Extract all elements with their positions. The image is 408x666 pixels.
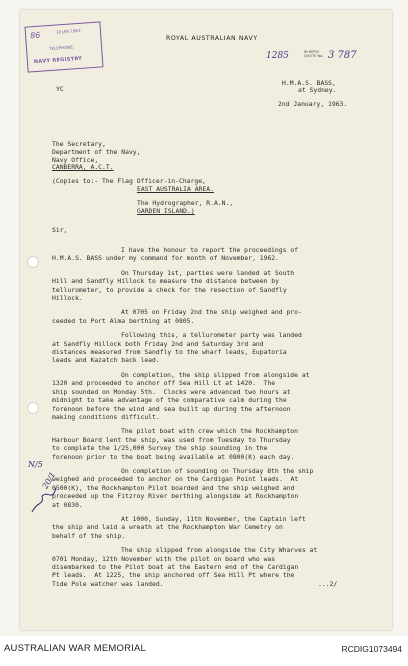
ship-name: H.M.A.S. BASS, bbox=[282, 79, 336, 87]
reference-box bbox=[266, 48, 378, 66]
margin-note-line: N/5 bbox=[28, 460, 43, 469]
body-line: to complete the 1/25,000 Survey the ship sounding in the bbox=[52, 444, 268, 453]
body-line: Pt leads. At 1225, the ship anchored off Sea Hill Pt where the bbox=[52, 571, 295, 580]
salutation: Sir, bbox=[52, 226, 68, 234]
archive-name: AUSTRALIAN WAR MEMORIAL bbox=[4, 643, 147, 654]
addressee-line: Department of the Navy, bbox=[52, 148, 141, 156]
body-line: proceeded up the Fitzroy River berthing alongside at Rockhampton bbox=[52, 492, 299, 501]
body-line: At 1000, Sunday, 11th November, the Captain left bbox=[121, 514, 306, 523]
margin-note-line: 20/1 bbox=[40, 470, 58, 491]
file-code: YC bbox=[56, 85, 64, 93]
body-line: The ship slipped from alongside the City Wharves at bbox=[121, 546, 318, 555]
letter-body bbox=[52, 246, 382, 588]
body-line: at Sandfly Hillock both Friday 2nd and Saturday 3rd and bbox=[52, 339, 264, 348]
body-line: At 0705 on Friday 2nd the ship weighed and pro- bbox=[121, 308, 302, 317]
body-line: leads and Kazatch back lead. bbox=[52, 356, 160, 365]
registry-stamp bbox=[24, 21, 103, 72]
body-line: forenoon prior to the boat being available at 0800(K) each day. bbox=[52, 452, 295, 461]
stamp-handwritten-number: 86 bbox=[29, 30, 41, 41]
letterhead: ROYAL AUSTRALIAN NAVY bbox=[166, 35, 258, 42]
body-line: midnight to take advantage of the comparative calm during the bbox=[52, 396, 287, 405]
body-line: On completion, the ship slipped from alongside at bbox=[121, 370, 310, 379]
body-line: weighed and proceeded to anchor on the Cardigan Point leads. At bbox=[52, 475, 299, 484]
body-line: distances measured from Sandfly to the wharf leads, Eupatoria bbox=[52, 348, 287, 357]
punch-hole bbox=[27, 256, 39, 268]
body-line: at 0830. bbox=[52, 500, 83, 509]
stamp-telephone: TELEPHONE: bbox=[48, 44, 75, 52]
body-line: On completion of sounding on Thursday 8th the ship bbox=[121, 466, 314, 475]
body-line: Harbour Board lent the ship, was used from Tuesday to Thursday bbox=[52, 435, 291, 444]
body-line: ceeded to Port Alma berthing at 0805. bbox=[52, 316, 195, 325]
body-line: ship sounded on Monday 5th. Clocks were advanced two hours at bbox=[52, 387, 291, 396]
body-line: Hill and Sandfly Hillock to measure the distance between by bbox=[52, 277, 280, 286]
letter-date: 2nd January, 1963. bbox=[278, 100, 348, 108]
addressee-line: The Secretary, bbox=[52, 140, 106, 148]
body-line: Hillock. bbox=[52, 294, 83, 303]
body-line: On Thursday 1st, parties were landed at South bbox=[121, 268, 295, 277]
reference-handwritten: 1285 bbox=[266, 51, 289, 61]
handwritten-margin-note bbox=[26, 460, 66, 520]
body-line: 0500(K), the Rockhampton Pilot boarded and the ship weighed and bbox=[52, 483, 295, 492]
copies-to: EAST AUSTRALIA AREA. bbox=[137, 185, 214, 193]
punch-hole bbox=[27, 402, 39, 414]
ship-location: at Sydney. bbox=[298, 86, 337, 94]
page-continuation: ...2/ bbox=[318, 580, 338, 588]
body-line: 1320 and proceeded to anchor off Sea Hill Lt at 1420. The bbox=[52, 379, 276, 388]
body-line: The pilot boat with crew which the Rockhampton bbox=[121, 427, 298, 436]
reference-label: IN REPLY QUOTE No. bbox=[304, 50, 324, 58]
copies-to: GARDEN ISLAND.) bbox=[137, 207, 195, 215]
body-line: disembarked to the Pilot boat at the Eastern end of the Cardigan bbox=[52, 563, 299, 571]
addressee-line: Navy Office, bbox=[52, 156, 99, 164]
copies-to: (Copies to:- The Flag Officer-in-Charge, bbox=[52, 177, 206, 185]
body-line: Tide Pole watcher was landed. bbox=[52, 579, 164, 588]
addressee-line: CANBERRA, A.C.T. bbox=[52, 163, 114, 171]
body-line: I have the honour to report the proceedings of bbox=[121, 246, 298, 254]
body-line: forenoon before the wind and sea built up during the afternoon bbox=[52, 404, 291, 413]
record-id: RCDIG1073494 bbox=[341, 644, 402, 654]
body-line: H.M.A.S. BASS under my command for month of November, 1962. bbox=[52, 254, 280, 263]
handwritten-initials-icon bbox=[26, 460, 66, 520]
stamp-date: 18 JAN 1963 bbox=[55, 27, 81, 35]
body-line: 0701 Monday, 12th November with the pilot on board who was bbox=[52, 554, 276, 563]
copies-to: The Hydrographer, R.A.N., bbox=[137, 199, 234, 207]
body-line: Following this, a tellurometer party was landed bbox=[121, 331, 302, 340]
body-line: behalf of the ship. bbox=[52, 531, 126, 540]
body-line: the ship and laid a wreath at the Rockhampton War Cemetry on bbox=[52, 523, 283, 532]
body-line: making conditions difficult. bbox=[52, 412, 160, 421]
reference-quote: 3 787 bbox=[328, 50, 357, 61]
stamp-label: NAVY REGISTRY bbox=[33, 55, 83, 66]
body-line: tellurometer, to provide a check for the resection of Sandfly bbox=[52, 285, 287, 294]
